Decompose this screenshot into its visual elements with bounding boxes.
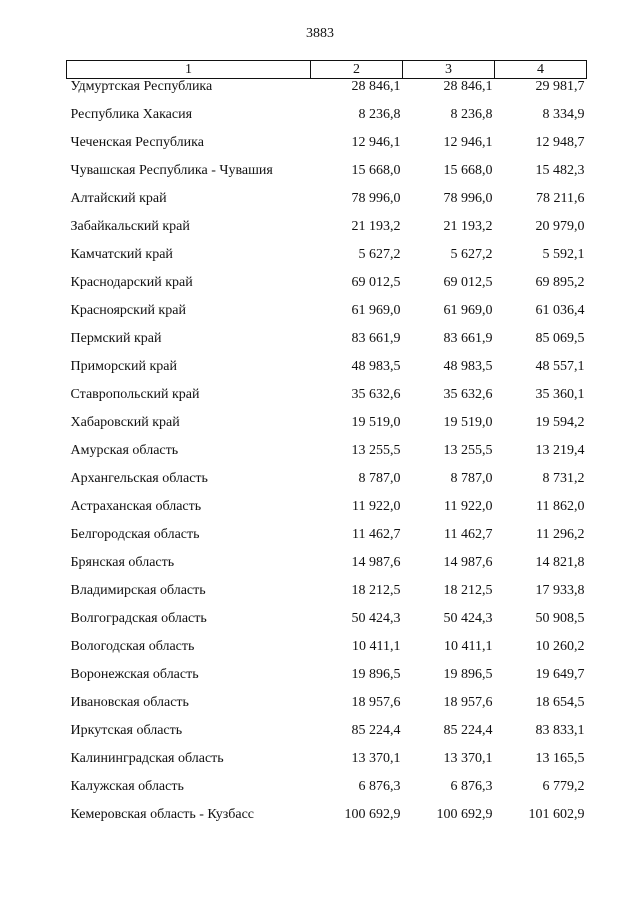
value-col-4: 101 602,9 [528, 807, 585, 822]
value-col-4: 18 654,5 [535, 695, 585, 710]
table-row [67, 773, 587, 801]
region-name: Пермский край [70, 331, 162, 346]
table-header [67, 61, 587, 79]
value-col-2: 6 876,3 [358, 779, 401, 794]
region-name: Воронежская область [70, 667, 199, 682]
table-row [67, 101, 587, 129]
value-col-3: 21 193,2 [443, 219, 493, 234]
table-row [67, 577, 587, 605]
table-row [67, 213, 587, 241]
value-col-2: 10 411,1 [352, 639, 401, 654]
value-col-4: 11 862,0 [536, 499, 585, 514]
region-name: Калужская область [70, 779, 184, 794]
value-col-4: 8 731,2 [542, 471, 585, 486]
region-name: Краснодарский край [70, 275, 193, 290]
value-col-2: 61 969,0 [351, 303, 401, 318]
value-col-2: 78 996,0 [351, 191, 401, 206]
value-col-4: 5 592,1 [542, 247, 585, 262]
value-col-2: 13 255,5 [351, 443, 401, 458]
value-col-2: 28 846,1 [351, 79, 401, 94]
value-col-3: 18 212,5 [443, 583, 493, 598]
value-col-3: 5 627,2 [450, 247, 493, 262]
region-name: Красноярский край [70, 303, 186, 318]
region-name: Республика Хакасия [70, 107, 193, 122]
region-name: Вологодская область [70, 639, 195, 654]
region-name: Волгоградская область [70, 611, 207, 626]
value-col-4: 14 821,8 [535, 555, 585, 570]
value-col-4: 61 036,4 [535, 303, 585, 318]
value-col-3: 69 012,5 [443, 275, 493, 290]
region-name: Ивановская область [70, 695, 189, 710]
value-col-3: 8 787,0 [450, 471, 493, 486]
region-name: Кемеровская область - Кузбасс [70, 807, 255, 822]
value-col-2: 35 632,6 [351, 387, 401, 402]
value-col-2: 18 212,5 [351, 583, 401, 598]
value-col-2: 50 424,3 [351, 611, 401, 626]
table-row [67, 493, 587, 521]
value-col-2: 14 987,6 [351, 555, 401, 570]
region-name: Чувашская Республика - Чувашия [70, 163, 273, 178]
table-row [67, 605, 587, 633]
value-col-3: 19 519,0 [443, 415, 493, 430]
header-col-2: 2 [311, 61, 403, 79]
value-col-3: 48 983,5 [443, 359, 493, 374]
value-col-4: 78 211,6 [536, 191, 585, 206]
value-col-3: 8 236,8 [450, 107, 493, 122]
table-row [67, 353, 587, 381]
table-row [67, 185, 587, 213]
value-col-3: 50 424,3 [443, 611, 493, 626]
value-col-3: 78 996,0 [443, 191, 493, 206]
region-name: Амурская область [70, 443, 179, 458]
value-col-2: 83 661,9 [351, 331, 401, 346]
value-col-3: 28 846,1 [443, 79, 493, 94]
table-row [67, 717, 587, 745]
value-col-4: 17 933,8 [535, 583, 585, 598]
region-name: Белгородская область [70, 527, 200, 542]
value-col-4: 20 979,0 [535, 219, 585, 234]
value-col-3: 15 668,0 [443, 163, 493, 178]
value-col-3: 100 692,9 [436, 807, 493, 822]
region-name: Камчатский край [70, 247, 173, 262]
value-col-3: 10 411,1 [444, 639, 493, 654]
table-row [67, 521, 587, 549]
region-name: Владимирская область [70, 583, 206, 598]
header-col-3: 3 [403, 61, 495, 79]
value-col-2: 5 627,2 [358, 247, 401, 262]
header-row [67, 61, 587, 79]
table-row [67, 745, 587, 773]
value-col-4: 19 594,2 [535, 415, 585, 430]
value-col-2: 85 224,4 [351, 723, 401, 738]
value-col-3: 11 922,0 [444, 499, 493, 514]
value-col-4: 35 360,1 [535, 387, 585, 402]
value-col-4: 6 779,2 [542, 779, 585, 794]
value-col-2: 15 668,0 [351, 163, 401, 178]
value-col-2: 48 983,5 [351, 359, 401, 374]
value-col-4: 29 981,7 [535, 79, 585, 94]
table-row [67, 633, 587, 661]
region-name: Ставропольский край [70, 387, 200, 402]
value-col-2: 13 370,1 [351, 751, 401, 766]
value-col-2: 69 012,5 [351, 275, 401, 290]
value-col-2: 19 519,0 [351, 415, 401, 430]
value-col-3: 83 661,9 [443, 331, 493, 346]
value-col-2: 18 957,6 [351, 695, 401, 710]
value-col-2: 100 692,9 [344, 807, 401, 822]
region-name: Удмуртская Республика [70, 79, 213, 94]
region-name: Алтайский край [70, 191, 167, 206]
value-col-4: 13 165,5 [535, 751, 585, 766]
value-col-3: 11 462,7 [444, 527, 493, 542]
table-row [67, 297, 587, 325]
table-row [67, 381, 587, 409]
value-col-3: 85 224,4 [443, 723, 493, 738]
table-row [67, 661, 587, 689]
value-col-4: 8 334,9 [542, 107, 585, 122]
header-col-1: 1 [67, 61, 311, 79]
table-row [67, 409, 587, 437]
value-col-4: 48 557,1 [535, 359, 585, 374]
data-table [66, 60, 587, 829]
value-col-4: 50 908,5 [535, 611, 585, 626]
value-col-3: 18 957,6 [443, 695, 493, 710]
table-row [67, 269, 587, 297]
value-col-3: 35 632,6 [443, 387, 493, 402]
value-col-4: 19 649,7 [535, 667, 585, 682]
table-row [67, 241, 587, 269]
value-col-3: 12 946,1 [443, 135, 493, 150]
value-col-2: 8 236,8 [358, 107, 401, 122]
value-col-2: 21 193,2 [351, 219, 401, 234]
table-row [67, 325, 587, 353]
table-row [67, 79, 587, 102]
value-col-3: 6 876,3 [450, 779, 493, 794]
value-col-3: 13 370,1 [443, 751, 493, 766]
table-row [67, 801, 587, 829]
value-col-3: 19 896,5 [443, 667, 493, 682]
table-row [67, 465, 587, 493]
region-name: Астраханская область [70, 499, 202, 514]
value-col-2: 19 896,5 [351, 667, 401, 682]
table-row [67, 689, 587, 717]
value-col-4: 15 482,3 [535, 163, 585, 178]
table-row [67, 549, 587, 577]
header-col-4: 4 [495, 61, 587, 79]
table-row [67, 157, 587, 185]
value-col-4: 12 948,7 [535, 135, 585, 150]
table-row [67, 437, 587, 465]
value-col-2: 12 946,1 [351, 135, 401, 150]
table-row [67, 129, 587, 157]
region-name: Чеченская Республика [70, 135, 204, 150]
value-col-4: 85 069,5 [535, 331, 585, 346]
region-name: Хабаровский край [70, 415, 180, 430]
value-col-4: 11 296,2 [536, 527, 585, 542]
region-name: Брянская область [70, 555, 175, 570]
value-col-4: 13 219,4 [535, 443, 585, 458]
value-col-2: 11 922,0 [352, 499, 401, 514]
region-name: Иркутская область [70, 723, 183, 738]
value-col-4: 10 260,2 [535, 639, 585, 654]
value-col-3: 14 987,6 [443, 555, 493, 570]
value-col-3: 61 969,0 [443, 303, 493, 318]
table-body [67, 79, 587, 830]
value-col-2: 8 787,0 [358, 471, 401, 486]
page-number: 3883 [306, 26, 334, 41]
region-name: Архангельская область [70, 471, 208, 486]
value-col-3: 13 255,5 [443, 443, 493, 458]
region-name: Калининградская область [70, 751, 224, 766]
value-col-4: 69 895,2 [535, 275, 585, 290]
value-col-4: 83 833,1 [535, 723, 585, 738]
value-col-2: 11 462,7 [352, 527, 401, 542]
region-name: Приморский край [70, 359, 177, 374]
region-name: Забайкальский край [70, 219, 190, 234]
